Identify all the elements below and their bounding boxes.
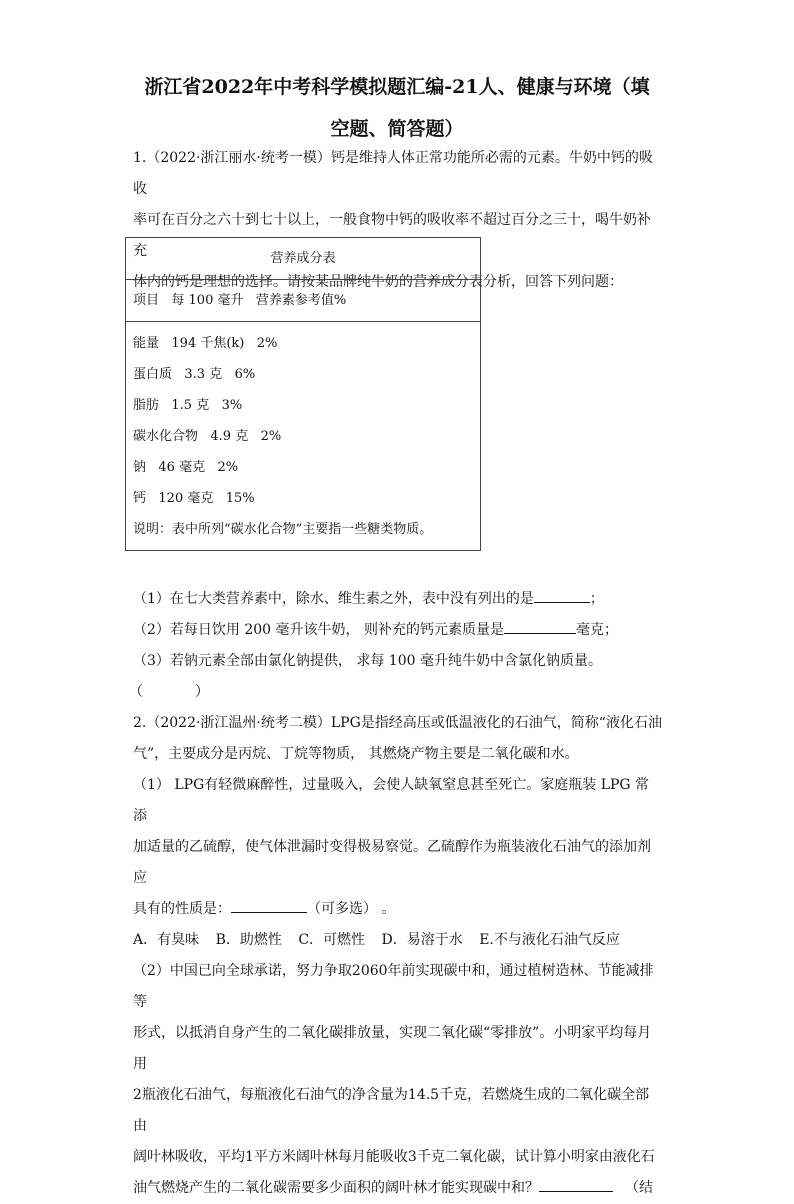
table-row: 碳水化合物 4.9 克 2%	[133, 429, 282, 444]
q2-part-2-end: （结	[625, 1180, 653, 1196]
q2-part-1-line	[133, 894, 663, 925]
option-d: D．易溶于水	[381, 932, 463, 948]
table-body	[126, 322, 480, 545]
title-line-2: 空题、简答题）	[330, 118, 464, 140]
page-title	[120, 66, 674, 150]
table-row: 脂肪 1.5 克 3%	[133, 398, 243, 413]
q2-part-2-line	[133, 1173, 663, 1204]
q1-sub-1	[133, 584, 663, 615]
q2-part-2-line: 2瓶液化石油气，每瓶液化石油气的净含量为14.5千克，若燃烧生成的二氧化碳全部由	[133, 1087, 650, 1134]
answer-parentheses	[129, 677, 663, 708]
question-1-subquestions	[129, 584, 663, 708]
table-row: 钠 46 毫克 2%	[133, 460, 239, 475]
q2-part-1-hint: （可多选） 。	[307, 901, 396, 917]
option-a: A．有臭味	[133, 932, 200, 948]
nutrition-table	[125, 237, 481, 551]
answer-blank[interactable]	[534, 588, 590, 603]
answer-blank[interactable]	[539, 1177, 613, 1192]
table-note: 说明：表中所列“碳水化合物”主要指一些糖类物质。	[133, 522, 433, 537]
table-column-header: 项目 每 100 毫升 营养素参考值%	[126, 280, 480, 322]
option-b: B．助燃性	[215, 932, 282, 948]
q2-part-1-line: （1） LPG有轻微麻醉性，过量吸入，会使人缺氧窒息甚至死亡。家庭瓶装 LPG 常添	[133, 777, 650, 824]
q1-sub-2-end: 毫克；	[575, 622, 618, 638]
q1-line: 1.（2022·浙江丽水·统考一模）钙是维持人体正常功能所必需的元素。牛奶中钙的吸收	[133, 150, 653, 197]
q2-part-2-line: （2）中国已向全球承诺，努力争取2060年前实现碳中和，通过植树造林、节能减排等	[133, 963, 654, 1010]
question-2	[133, 708, 663, 1204]
answer-blank[interactable]	[504, 619, 576, 634]
q2-part-2-line: 阔叶林吸收，平均1平方米阔叶林每月能吸收3千克二氧化碳，试计算小明家由液化石	[133, 1149, 655, 1165]
q2-part-2-line: 形式，以抵消自身产生的二氧化碳排放量，实现二氧化碳“零排放”。小明家平均每月用	[133, 1025, 652, 1072]
q1-line: 率可在百分之六十到七十以上，一般食物中钙的吸收率不超过百分之三十，喝牛奶补充	[133, 212, 651, 259]
table-row: 能量 194 千焦(k) 2%	[133, 336, 278, 351]
q1-sub-2	[133, 615, 663, 646]
q2-line: 2.（2022·浙江温州·统考二模）LPG是指经高压或低温液化的石油气，简称“液化石油	[133, 715, 662, 731]
q1-line: 体内的钙是理想的选择。请按某品牌纯牛奶的营养成分表分析，回答下列问题：	[133, 274, 623, 290]
table-title: 营养成分表	[126, 238, 480, 280]
option-e: E.不与液化石油气反应	[479, 932, 620, 948]
q2-options	[133, 925, 663, 956]
q2-part-2-text: 油气燃烧产生的二氧化碳需要多少面积的阔叶林才能实现碳中和？	[133, 1180, 539, 1196]
option-c: C．可燃性	[298, 932, 366, 948]
q2-line: 气”，主要成分是丙烷、丁烷等物质， 其燃烧产物主要是二氧化碳和水。	[133, 746, 579, 762]
title-line-1: 浙江省2022年中考科学模拟题汇编-21人、健康与环境（填	[144, 76, 650, 98]
q1-sub-2-text: （2）若每日饮用 200 毫升该牛奶， 则补充的钙元素质量是	[133, 622, 504, 638]
answer-blank[interactable]	[231, 898, 307, 913]
q2-part-1-text: 具有的性质是：	[133, 901, 231, 917]
table-row: 钙 120 毫克 15%	[133, 491, 255, 506]
q1-sub-1-text: （1）在七大类营养素中，除水、维生素之外，表中没有列出的是	[133, 591, 534, 607]
q1-sub-1-end: ；	[589, 591, 604, 607]
q2-part-1-line: 加适量的乙硫醇，使气体泄漏时变得极易察觉。乙硫醇作为瓶装液化石油气的添加剂应	[133, 839, 651, 886]
q1-sub-3: （3）若钠元素全部由氯化钠提供， 求每 100 毫升纯牛奶中含氯化钠质量。	[133, 653, 602, 669]
table-row: 蛋白质 3.3 克 6%	[133, 367, 256, 382]
paren-open: （	[129, 684, 143, 700]
paren-close: ）	[195, 684, 209, 700]
